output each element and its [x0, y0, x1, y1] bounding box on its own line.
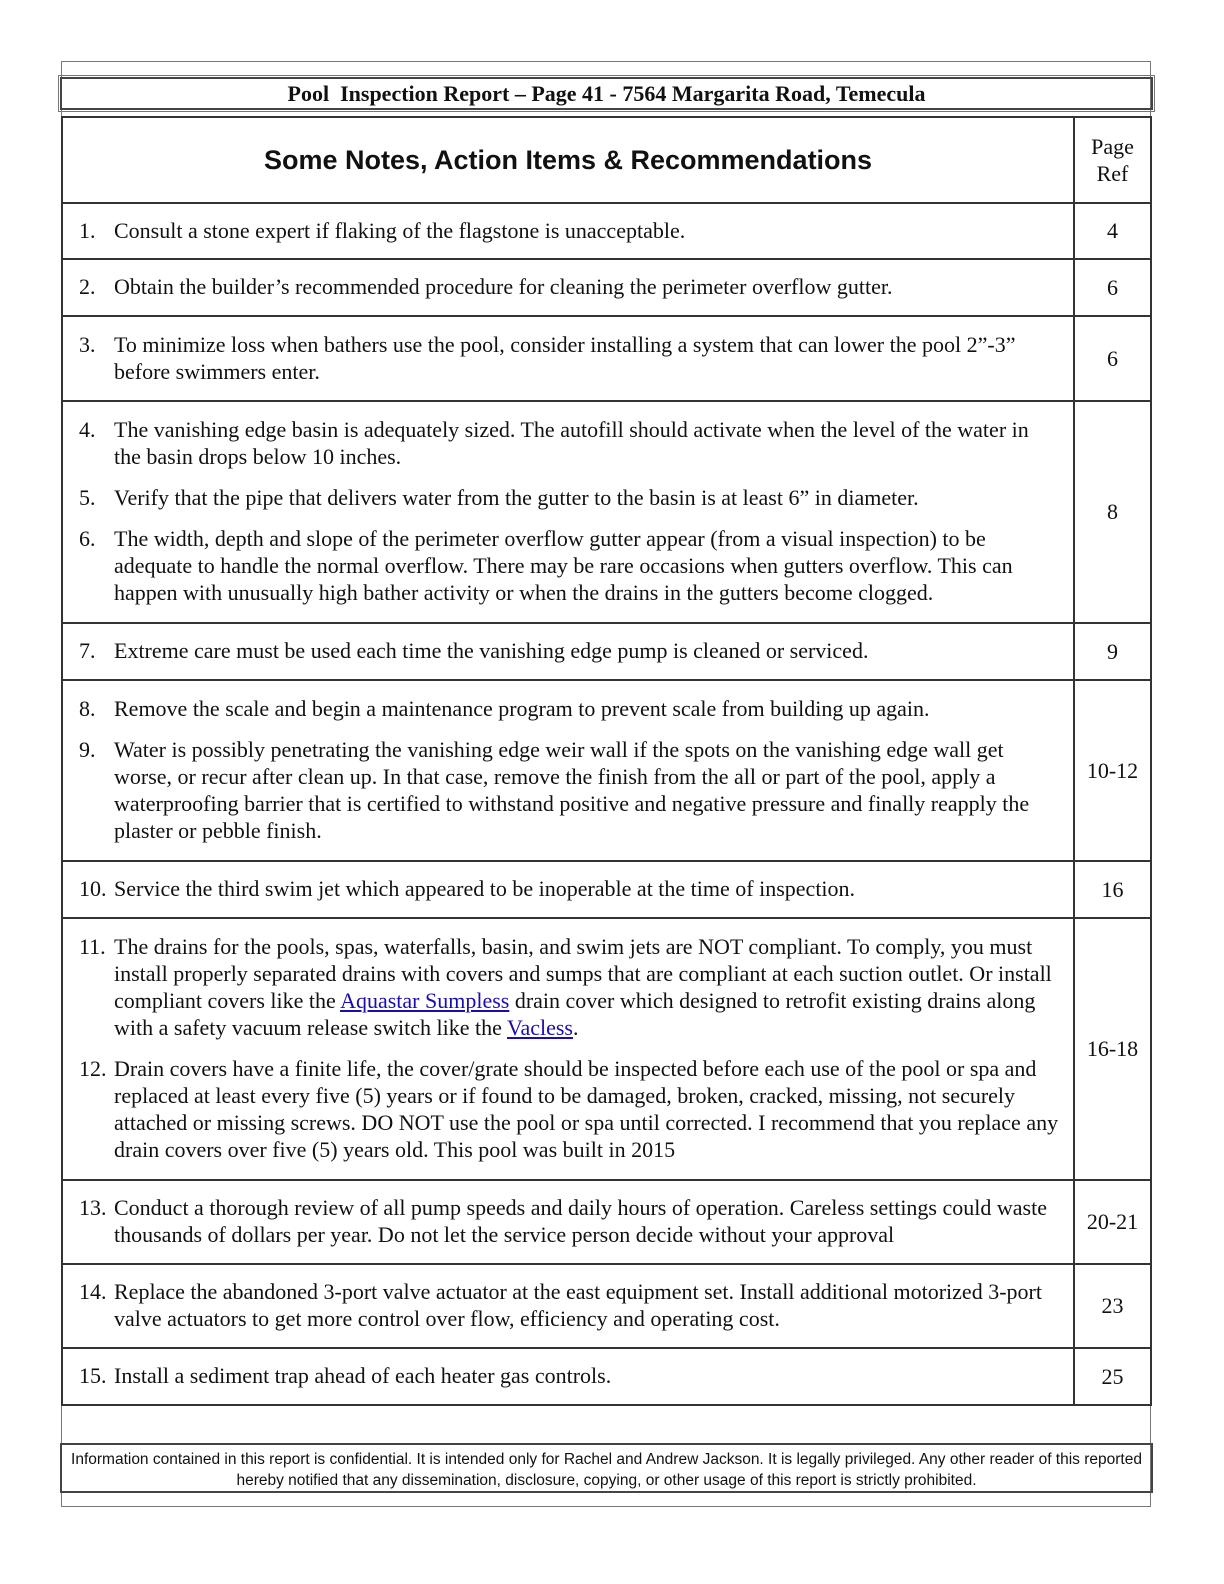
item-text: To minimize loss when bathers use the pool, consider installing a system that can lower the pool 2”-3” before swimmers enter. — [114, 331, 1016, 384]
item-text: Replace the abandoned 3-port valve actuator at the east equipment set. Install additional motorized 3-port valve actuators to get more control over flow, efficiency and operating cost. — [114, 1279, 1042, 1331]
item-text: The width, depth and slope of the perimeter overflow gutter appear (from a visual inspection) to be adequate to handle the normal overflow. There may be rare occasions when gutters overflow. This can happen with unusually high bather activity or when the drains in the gutters become clogged. — [114, 526, 1013, 605]
item-text-part: drain cover which designed to retrofit existing drains along with a safety vacuum release switch like the — [114, 988, 1036, 1040]
item-number: 12. — [79, 1056, 107, 1081]
confidentiality-text: Information contained in this report is confidential. It is intended only for Rachel and Andrew Jackson. It is legally privileged. Any other reader of this reported hereby notified that any dissemination, disclosure, copying, or other usage of this report is strictly prohibited. — [71, 1451, 1142, 1489]
list-item — [79, 484, 1059, 511]
table-row — [62, 259, 1151, 316]
item-text: Obtain the builder’s recommended procedure for cleaning the perimeter overflow gutter. — [114, 274, 893, 299]
item-number: 10. — [79, 876, 107, 901]
item-text — [114, 933, 1059, 1041]
item-number: 1. — [79, 217, 96, 243]
page-ref-value: 8 — [1074, 401, 1151, 623]
table-row — [62, 316, 1151, 401]
page-ref-value: 23 — [1074, 1264, 1151, 1348]
list-item — [79, 637, 1059, 664]
page-ref-value: 6 — [1074, 316, 1151, 401]
item-number: 4. — [79, 417, 96, 442]
table-header-row — [62, 117, 1151, 203]
item-text-part: The drains for the pools, spas, waterfalls, basin, and swim jets are NOT compliant. To comply, you must install properly separated drains with covers and sumps that are compliant at each suction outlet. Or install compliant covers like the — [114, 934, 1052, 1013]
vacless-link[interactable]: Vacless — [507, 1015, 573, 1040]
page-ref-value: 16-18 — [1074, 918, 1151, 1180]
list-item — [79, 273, 1059, 300]
list-item — [79, 525, 1059, 606]
page-ref-value: 10-12 — [1074, 680, 1151, 861]
item-text: Water is possibly penetrating the vanishing edge weir wall if the spots on the vanishing edge wall get worse, or recur after clean up. In that case, remove the finish from the all or part of the pool, apply a waterproofing barrier that is certified to withstand positive and negative pressure and finally reapply the plaster or pebble finish. — [114, 737, 1030, 843]
item-text: Service the third swim jet which appeared to be inoperable at the time of inspection. — [114, 876, 856, 901]
item-text-part: . — [573, 1015, 579, 1040]
table-row — [62, 401, 1151, 623]
item-number: 15. — [79, 1363, 107, 1388]
item-text: Conduct a thorough review of all pump speeds and daily hours of operation. Careless settings could waste thousands of dollars per year. Do not let the service person decide without your approval — [114, 1195, 1047, 1247]
page-ref-value: 6 — [1074, 259, 1151, 316]
page-ref-value: 25 — [1074, 1348, 1151, 1405]
page-ref-value: 9 — [1074, 623, 1151, 680]
table-row — [62, 861, 1151, 918]
aquastar-sumpless-link[interactable]: Aquastar Sumpless — [340, 988, 510, 1013]
item-text: Extreme care must be used each time the vanishing edge pump is cleaned or serviced. — [114, 638, 869, 663]
list-item — [79, 1194, 1059, 1248]
table-row — [62, 1180, 1151, 1264]
item-number: 8. — [79, 696, 96, 721]
table-title: Some Notes, Action Items & Recommendations — [62, 117, 1074, 203]
confidentiality-footer — [60, 1443, 1153, 1493]
item-number: 13. — [79, 1195, 107, 1220]
page-ref-value: 20-21 — [1074, 1180, 1151, 1264]
list-item — [79, 695, 1059, 722]
list-item — [79, 736, 1059, 844]
table-row — [62, 1348, 1151, 1405]
page-ref-label-2: Ref — [1096, 161, 1129, 186]
list-item — [79, 217, 1059, 244]
list-item — [79, 416, 1059, 470]
table-row — [62, 680, 1151, 861]
report-header — [60, 77, 1153, 110]
table-row — [62, 918, 1151, 1180]
item-text: Consult a stone expert if flaking of the flagstone is unacceptable. — [114, 217, 686, 243]
report-header-title: Pool Inspection Report – Page 41 - 7564 Margarita Road, Temecula — [287, 80, 926, 106]
item-number: 6. — [79, 526, 96, 551]
item-number: 2. — [79, 274, 96, 299]
item-number: 7. — [79, 638, 96, 663]
table-row — [62, 203, 1151, 259]
recommendations-table — [61, 116, 1152, 1406]
list-item — [79, 1362, 1059, 1389]
item-text: Drain covers have a finite life, the cover/grate should be inspected before each use of the pool or spa and replaced at least every five (5) years or if found to be damaged, broken, cracked, missing, not securely attached or missing screws. DO NOT use the pool or spa until corrected. I recommend that you replace any drain covers over five (5) years old. This pool was built in 2015 — [114, 1056, 1059, 1162]
list-item — [79, 875, 1059, 902]
page-ref-label-1: Page — [1091, 134, 1134, 159]
item-text: Verify that the pipe that delivers water from the gutter to the basin is at least 6” in diameter. — [114, 485, 919, 510]
item-number: 3. — [79, 331, 96, 357]
list-item — [79, 1278, 1059, 1332]
item-number: 9. — [79, 737, 96, 762]
list-item — [79, 331, 1059, 385]
table-row — [62, 623, 1151, 680]
item-text: Remove the scale and begin a maintenance program to prevent scale from building up again. — [114, 696, 930, 721]
item-text: The vanishing edge basin is adequately sized. The autofill should activate when the level of the water in the basin drops below 10 inches. — [114, 417, 1029, 469]
item-number: 14. — [79, 1279, 107, 1304]
page-ref-value: 4 — [1074, 203, 1151, 259]
table-row — [62, 1264, 1151, 1348]
page-ref-value: 16 — [1074, 861, 1151, 918]
item-text: Install a sediment trap ahead of each heater gas controls. — [114, 1363, 612, 1388]
item-number: 11. — [79, 934, 106, 959]
page-ref-header — [1074, 117, 1151, 203]
item-number: 5. — [79, 485, 96, 510]
list-item — [79, 933, 1059, 1041]
list-item — [79, 1055, 1059, 1163]
